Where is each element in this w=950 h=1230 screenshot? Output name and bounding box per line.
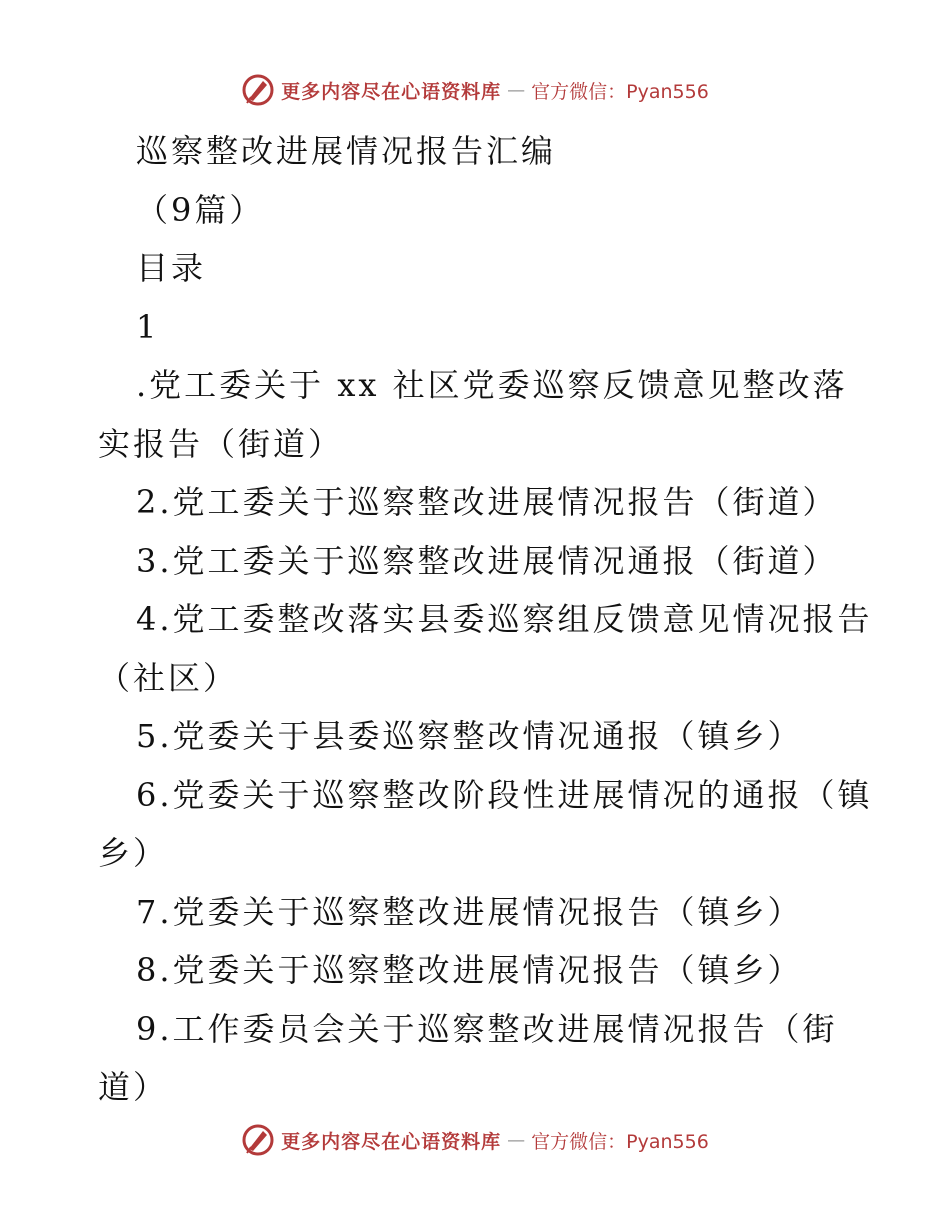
banner-separator: — (507, 1129, 526, 1151)
toc-line: 5.党委关于县委巡察整改情况通报（镇乡） (136, 717, 803, 755)
toc-line: 4.党工委整改落实县委巡察组反馈意见情况报告 (136, 600, 873, 638)
toc-list (98, 298, 873, 1117)
toc-line: 3.党工委关于巡察整改进展情况通报（街道） (136, 541, 838, 580)
toc-line: 道） (98, 1068, 169, 1106)
toc-line: .党工委关于 xx 社区党委巡察反馈意见整改落 (136, 366, 848, 404)
banner-separator: — (507, 79, 526, 101)
header-banner (0, 70, 950, 110)
quill-logo-icon (241, 73, 275, 107)
toc-line: 实报告（街道） (98, 424, 344, 463)
toc-line: 9.工作委员会关于巡察整改进展情况报告（街 (136, 1009, 838, 1048)
banner-contact: 官方微信：Pyan556 (531, 1130, 709, 1153)
document-title: 巡察整改进展情况报告汇编 (136, 132, 557, 170)
toc-line: 7.党委关于巡察整改进展情况报告（镇乡） (136, 892, 803, 931)
toc-line: （社区） (98, 658, 239, 697)
toc-line: 2.党工委关于巡察整改进展情况报告（街道） (136, 483, 838, 521)
banner-text: 更多内容尽在心语资料库 (281, 80, 502, 103)
banner-text: 更多内容尽在心语资料库 (281, 1130, 502, 1153)
toc-line: 1 (136, 307, 160, 346)
footer-banner (0, 1120, 950, 1160)
document-count: （9篇） (136, 190, 265, 229)
toc-line: 8.党委关于巡察整改进展情况报告（镇乡） (136, 951, 803, 989)
banner-contact: 官方微信：Pyan556 (531, 80, 709, 103)
toc-heading: 目录 (136, 249, 207, 287)
quill-logo-icon (241, 1123, 275, 1157)
toc-line: 6.党委关于巡察整改阶段性进展情况的通报（镇 (136, 775, 873, 814)
document-body (98, 122, 873, 1117)
toc-line: 乡） (98, 834, 169, 872)
